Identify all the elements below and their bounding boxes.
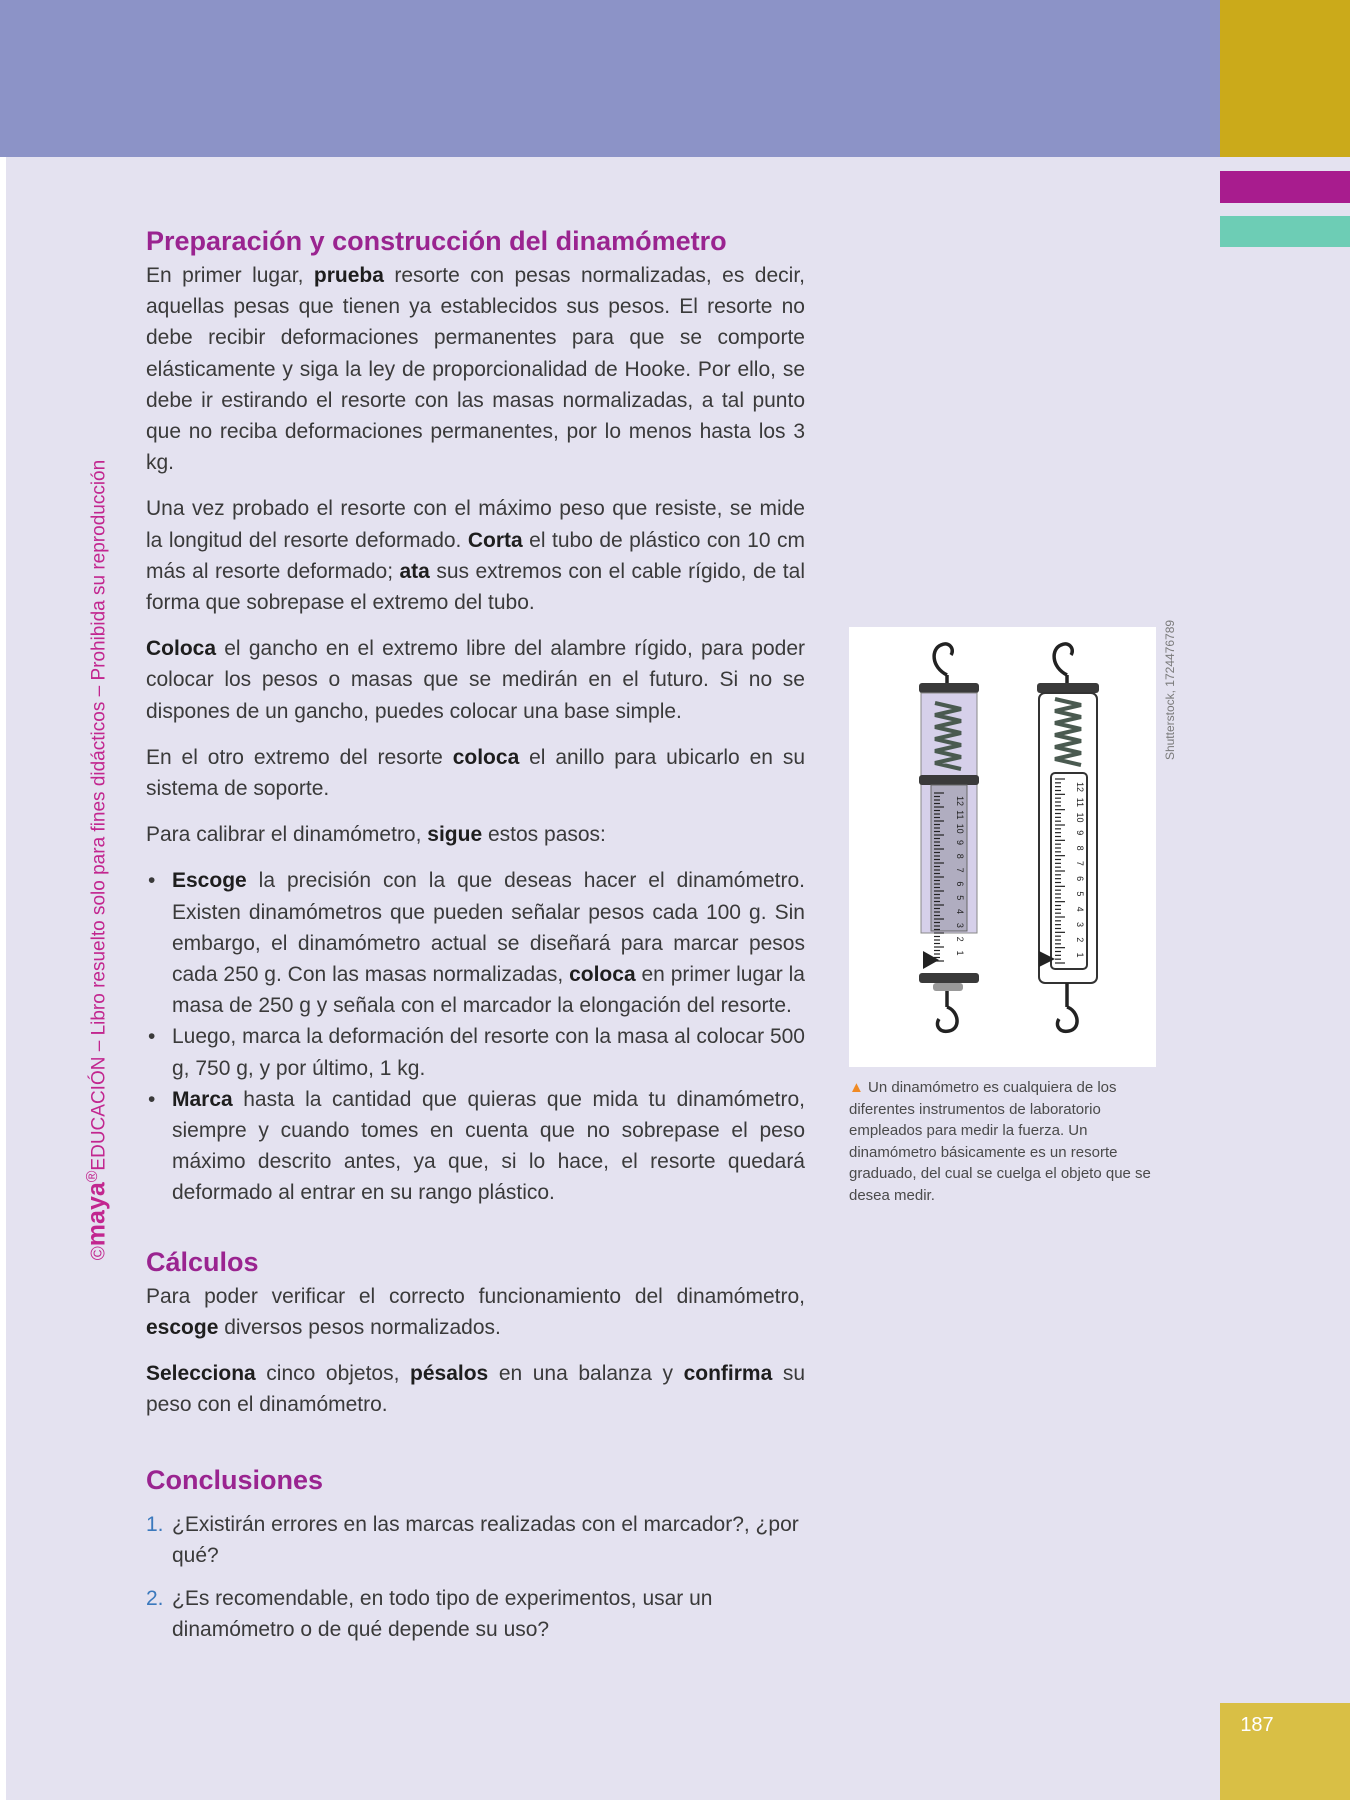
scale-number: 5: [955, 895, 965, 901]
scale-number: 8: [1075, 845, 1085, 851]
scale-number: 3: [1075, 921, 1085, 927]
list-item: 1. ¿Existirán errores en las marcas realizadas con el marcador?, ¿por qué?: [146, 1512, 799, 1567]
list-item: 2. ¿Es recomendable, en todo tipo de experimentos, usar un dinamómetro o de qué depende su uso?: [146, 1586, 713, 1642]
list-item: • Marca hasta la cantidad que quieras que mida tu dinamómetro, siempre y cuando tomes en cuenta que no sobrepase el peso máximo descrito antes, ya que, si lo hace, el resorte quedará deformado al entrar en su rango plástico.: [146, 1084, 805, 1209]
top-hook-icon: [1054, 644, 1072, 675]
scale-number: 2: [955, 936, 965, 942]
dynamometer-illustration: [849, 627, 1156, 1067]
color-strip-magenta: [1220, 171, 1350, 203]
heading-conclusiones: Conclusiones: [146, 1464, 324, 1495]
bullet-dot: •: [148, 1025, 156, 1049]
bullet-dot: •: [148, 869, 156, 893]
paragraph-2: Una vez probado el resorte con el máximo peso que resiste, se mide la longitud del resorte deformado. Corta el tubo de plástico con 10 cm más al resorte deformado; ata sus extremos con el cable rígido, de tal forma que sobrepase el extremo del tubo.: [146, 497, 805, 615]
scale-number: 1: [1075, 952, 1085, 958]
scale-number: 12: [955, 795, 965, 807]
scale-number: 11: [1075, 797, 1085, 807]
scale-number: 6: [955, 881, 965, 887]
heading-preparacion: Preparación y construcción del dinamómetro: [146, 226, 727, 256]
list-item: • Escoge la precisión con la que deseas hacer el dinamómetro. Existen dinamómetros que pueden señalar pesos cada 100 g. Sin embargo, el dinamómetro actual se diseñará para marcar pesos cada 250 g. Con las masas normalizadas, coloca en primer lugar la masa de 250 g y señala con el marcador la elongación del resorte.: [146, 865, 805, 1021]
paragraph-calculos-2: Selecciona cinco objetos, pésalos en una balanza y confirma su peso con el dinamómetro.: [146, 1362, 805, 1417]
paragraph-5: Para calibrar el dinamómetro, sigue estos pasos:: [146, 823, 606, 847]
main-content: [146, 222, 805, 1645]
scale-number: 11: [955, 810, 965, 820]
scale-number: 6: [1075, 876, 1085, 882]
scale-number: 7: [955, 867, 965, 873]
dynamometer-right: [1037, 644, 1099, 1031]
paragraph-3: Coloca el gancho en el extremo libre del alambre rígido, para poder colocar los pesos o masas que se medirán en el futuro. Si no se dispones de un gancho, puedes colocar una base simple.: [146, 637, 805, 723]
scale-number: 10: [1075, 812, 1085, 823]
scale-number: 1: [955, 950, 965, 956]
scale-number: 4: [1075, 906, 1085, 912]
bottom-hook-icon: [937, 1007, 957, 1031]
header-band: [0, 0, 1220, 157]
scale-number: 4: [955, 909, 965, 915]
page-number: 187: [1240, 1714, 1274, 1736]
top-hook-icon: [934, 644, 952, 675]
image-credit-text: Shutterstock, 1724476789: [1163, 619, 1177, 761]
left-margin-line: [0, 157, 6, 1800]
dynamometer-figure: [849, 627, 1156, 1067]
scale-number: 2: [1075, 937, 1085, 943]
paragraph-calculos-1: Para poder verificar el correcto funcionamiento del dinamómetro, escoge diversos pesos normalizados.: [146, 1284, 805, 1339]
dynamometer-left: [919, 644, 979, 1031]
scale-number: 3: [955, 922, 965, 928]
scale-number: 5: [1075, 891, 1085, 897]
color-strip-teal: [1220, 216, 1350, 247]
caption-triangle-icon: ▲: [849, 1079, 864, 1096]
scale-number: 12: [1075, 781, 1085, 793]
bullet-list: [146, 865, 805, 1208]
paragraph-4: En el otro extremo del resorte coloca el anillo para ubicarlo en su sistema de soporte.: [146, 745, 805, 801]
scale-number: 9: [955, 839, 965, 845]
paragraph-1: En primer lugar, prueba resorte con pesas normalizadas, es decir, aquellas pesas que tienen ya establecidos sus pesos. El resorte no debe recibir deformaciones permanentes para que se comporte elásticamente y siga la ley de proporcionalidad de Hooke. Por ello, se debe ir estirando el resorte con las masas normalizadas, a tal punto que no reciba deformaciones permanentes, por lo menos hasta los 3 kg.: [146, 264, 805, 475]
heading-calculos: Cálculos: [146, 1246, 259, 1277]
bullet-dot: •: [148, 1087, 156, 1111]
scale-number: 10: [955, 823, 965, 834]
questions-list: [146, 1509, 805, 1646]
scale-number: 7: [1075, 860, 1085, 866]
scale-number: 9: [1075, 830, 1085, 836]
corner-tab-gold: [1220, 0, 1350, 157]
list-item: • Luego, marca la deformación del resorte con la masa al colocar 500 g, 750 g, y por último, 1 kg.: [146, 1021, 805, 1083]
brand-logo: maya: [82, 1182, 111, 1247]
bottom-hook-icon: [1057, 1007, 1077, 1031]
figure-caption: ▲ Un dinamómetro es cualquiera de los diferentes instrumentos de laboratorio empleados para medir la fuerza. Un dinamómetro básicamente es un resorte graduado, del cual se cuelga el objeto que se desea medir.: [849, 1079, 1151, 1204]
scale-number: 8: [955, 853, 965, 859]
sidebar-copyright-text: ©maya®EDUCACIÓN – Libro resuelto solo para fines didácticos – Prohibida su reproducción: [82, 459, 111, 1261]
